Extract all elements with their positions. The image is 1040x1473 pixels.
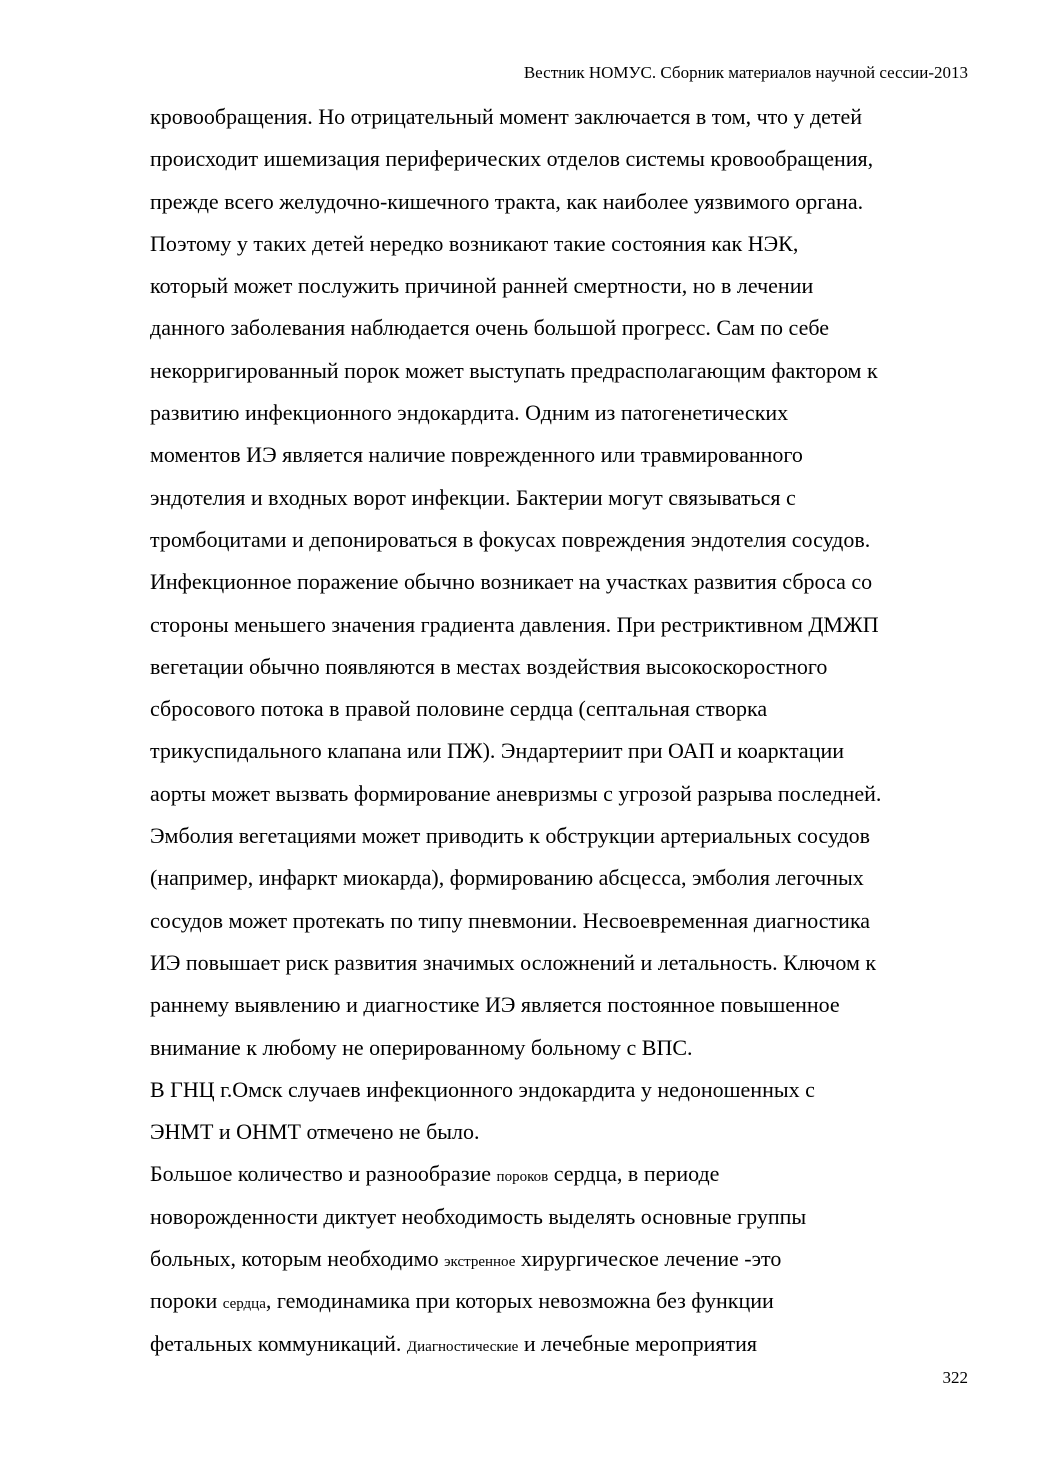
text-line: новорожденности диктует необходимость выделять основные группы xyxy=(150,1203,807,1229)
text-line: кровообращения. Но отрицательный момент заключается в том, что у детей xyxy=(150,104,863,129)
text-run: , гемодинамика при которых невозможна без функции xyxy=(265,1288,774,1314)
running-header: Вестник НОМУС. Сборник материалов научной сессии-2013 xyxy=(523,63,968,82)
small-text-run: пороков xyxy=(496,1169,549,1186)
text-line xyxy=(150,1323,975,1365)
text-line xyxy=(150,1238,975,1280)
small-text-run: экстренное xyxy=(444,1254,516,1271)
text-line: который может послужить причиной ранней смертности, но в лечении xyxy=(150,273,814,299)
text-line: аорты может вызвать формирование аневризмы с угрозой разрыва последней. xyxy=(150,780,882,806)
text-line: трикуспидального клапана или ПЖ). Эндартериит при ОАП и коарктации xyxy=(150,738,845,764)
text-line: ЭНМТ и ОНМТ отмечено не было. xyxy=(150,1119,480,1145)
text-line: (например, инфаркт миокарда), формированию абсцесса, эмболия легочных xyxy=(150,865,864,891)
text-line: сбросового потока в правой половине сердца (септальная створка xyxy=(150,696,768,722)
text-run: и лечебные мероприятия xyxy=(518,1330,758,1356)
text-line: сосудов может протекать по типу пневмонии. Несвоевременная диагностика xyxy=(150,907,871,933)
text-line: стороны меньшего значения градиента давления. При рестриктивном ДМЖП xyxy=(150,611,879,637)
text-run: фетальных коммуникаций. xyxy=(150,1330,407,1356)
text-line: развитию инфекционного эндокардита. Одним из патогенетических xyxy=(150,400,789,426)
text-line: тромбоцитами и депонироваться в фокусах повреждения эндотелия сосудов. xyxy=(150,526,871,552)
text-line: прежде всего желудочно-кишечного тракта, как наиболее уязвимого органа. xyxy=(150,188,864,214)
text-line: раннему выявлению и диагностике ИЭ является постоянное повышенное xyxy=(150,992,840,1018)
text-line: В ГНЦ г.Омск случаев инфекционного эндокардита у недоношенных с xyxy=(150,1076,815,1102)
text-line: вегетации обычно появляются в местах воздействия высокоскоростного xyxy=(150,653,828,679)
text-line: происходит ишемизация периферических отделов системы кровообращения, xyxy=(150,146,874,172)
text-run: хирургическое лечение -это xyxy=(515,1246,782,1272)
text-line: ИЭ повышает риск развития значимых осложнений и летальность. Ключом к xyxy=(150,949,877,975)
text-line xyxy=(150,1153,975,1195)
body-text xyxy=(150,96,975,1365)
text-run: сердца, в периоде xyxy=(548,1161,720,1187)
small-text-run: Диагностические xyxy=(406,1338,519,1355)
text-run: Большое количество и разнообразие xyxy=(150,1161,497,1187)
text-run: больных, которым необходимо xyxy=(150,1246,445,1272)
text-line xyxy=(150,1280,975,1322)
text-line: внимание к любому не оперированному больному с ВПС. xyxy=(150,1034,693,1060)
text-line: данного заболевания наблюдается очень большой прогресс. Сам по себе xyxy=(150,315,830,341)
text-line: моментов ИЭ является наличие поврежденного или травмированного xyxy=(150,442,803,468)
page-number: 322 xyxy=(942,1368,968,1387)
text-line: Инфекционное поражение обычно возникает на участках развития сброса со xyxy=(150,569,873,595)
text-line: Эмболия вегетациями может приводить к обструкции артериальных сосудов xyxy=(150,823,871,849)
small-text-run: сердца xyxy=(222,1296,266,1313)
text-line: некорригированный порок может выступать предрасполагающим фактором к xyxy=(150,357,878,383)
text-line: Поэтому у таких детей нередко возникают такие состояния как НЭК, xyxy=(150,230,799,256)
text-run: пороки xyxy=(150,1288,223,1314)
text-line: эндотелия и входных ворот инфекции. Бактерии могут связываться с xyxy=(150,484,796,510)
